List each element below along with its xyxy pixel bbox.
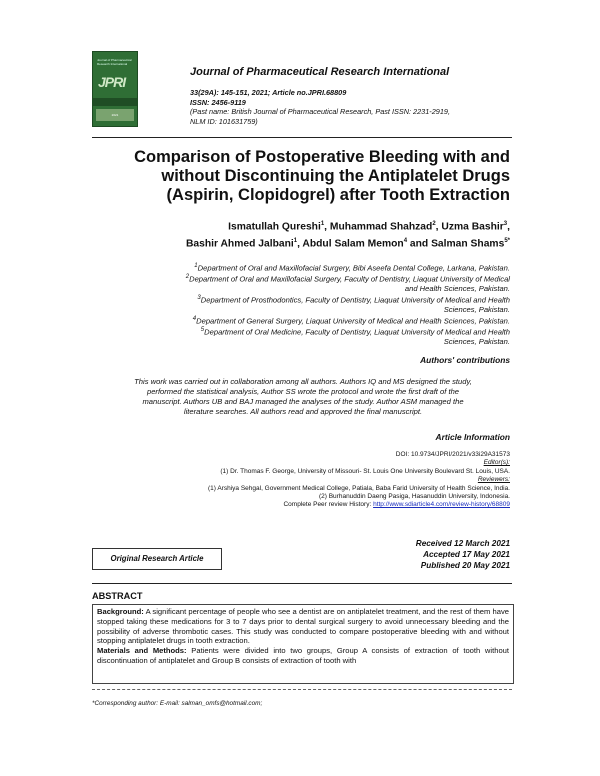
abstract-divider xyxy=(92,583,512,584)
affiliation-line: $^3$Department of Prosthodontics, Faculty of Dentistry, Liaquat University of Medical and Health xyxy=(197,294,510,305)
reviewer-entry: (2) Burhanuddin Daeng Pasiga, Hasanuddin University, Indonesia. xyxy=(318,493,510,501)
doi: DOI: 10.9734/JPRI/2021/v33i29A31573 xyxy=(395,451,510,458)
author-affil-mark: 1 xyxy=(293,238,298,245)
reviewer-entry: (1) Arshiya Sehgal, Government Medical College, Patiala, Baba Farid University of Health Science, India. xyxy=(207,484,510,492)
affiliation-line: Sciences, Pakistan. xyxy=(443,304,510,314)
author-name: Salman Shams xyxy=(431,238,505,250)
author-name: Bashir Ahmed Jalbani xyxy=(185,238,294,250)
author-affil-mark: 3 xyxy=(503,221,508,227)
author-affil-mark: 1 xyxy=(320,221,325,227)
affiliation-line: $^1$Department of Oral and Maxillofacial Surgery, Bibi Aseefa Dental College, Larkana, Pakistan. xyxy=(194,263,510,273)
affiliations xyxy=(100,262,510,346)
nlm-id: NLM ID: 101631759) xyxy=(190,116,258,126)
background-text: A significant percentage of people who see a dentist are on antiplatelet treatment, and the rest of them have stopped taking these medications for 3 to 7 days prior to dental surgical surgery to avoid unnecessary bleeding and the possibility of adverse thrombotic cases. This study was conducted to compare postoperative bleeding with and without stopping antiplatelet drugs in tooth extraction. xyxy=(97,607,509,646)
article-meta xyxy=(190,88,450,126)
journal-name: Journal of Pharmaceutical Research International xyxy=(190,66,450,78)
editors-label: Editor(s): xyxy=(483,459,510,467)
journal-cover-image xyxy=(92,51,138,127)
cover-band xyxy=(93,98,137,106)
citation: 33(29A): 145-151, 2021; Article no.JPRI.68809 xyxy=(190,88,347,97)
peer-review-history: Complete Peer review History: http://www.sdiarticle4.com/review-history/68809 xyxy=(283,501,510,509)
cover-title: Journal of Pharmaceutical Research International xyxy=(97,58,132,66)
abstract-box xyxy=(92,604,514,684)
article-dates xyxy=(416,538,510,571)
author-list: Ismatullah Qureshi$^1$, Muhammad Shahzad$^2$, Uzma Bashir$^3$, Bashir Ahmed Jalbani$^1$, Abdul Salam Memon$^4$ and Salman Shams$^{5*}$ xyxy=(185,221,510,250)
past-name: (Past name: British Journal of Pharmaceutical Research, Past ISSN: 2231-2919, xyxy=(190,107,450,117)
author-affil-mark: 4 xyxy=(403,238,408,245)
editor-entry: (1) Dr. Thomas F. George, University of Missouri- St. Louis One University Boulevard St. Louis, USA. xyxy=(220,467,510,475)
paper-title xyxy=(90,148,510,205)
contributions-text xyxy=(94,377,512,417)
received-date: Received 12 March 2021 xyxy=(415,539,510,548)
corresponding-author-footnote: *Corresponding author: E-mail: salman_omfs@hotmail.com; xyxy=(92,700,263,707)
author-name: Muhammad Shahzad xyxy=(329,221,433,233)
abstract-heading: ABSTRACT xyxy=(92,591,143,601)
reviewers-label: Reviewers: xyxy=(477,476,510,484)
contrib-line: performed the statistical analysis, Author SS wrote the protocol and wrote the first draft of the xyxy=(146,387,460,396)
contrib-line: manuscript. Authors UB and BAJ managed the analyses of the study. Author ASM managed the xyxy=(142,397,464,406)
footnote-divider xyxy=(92,689,512,690)
contrib-line: This work was carried out in collaboration among all authors. Authors IQ and MS designed the study, xyxy=(134,377,472,386)
title-line: without Discontinuing the Antiplatelet Drugs xyxy=(161,167,510,185)
background-label: Background: xyxy=(97,607,144,616)
title-line: (Aspirin, Clopidogrel) after Tooth Extraction xyxy=(166,186,510,204)
affiliation-line: Sciences, Pakistan. xyxy=(443,336,510,346)
peer-review-link[interactable]: http://www.sdiarticle4.com/review-history/68809 xyxy=(373,501,510,509)
article-info xyxy=(80,451,510,510)
cover-band-lower: 2021 xyxy=(96,109,134,121)
title-line: Comparison of Postoperative Bleeding with and xyxy=(134,148,510,166)
affiliation-line: and Health Sciences, Pakistan. xyxy=(404,284,510,294)
accepted-date: Accepted 17 May 2021 xyxy=(423,550,510,559)
contributions-heading: Authors' contributions xyxy=(420,355,510,365)
article-info-heading: Article Information xyxy=(435,432,510,442)
author-name: Ismatullah Qureshi xyxy=(228,221,321,233)
methods-text: Patients were divided into two groups, Group A consists of extraction of tooth without discontinuation of antiplatelet and Group B consists of extraction of tooth with xyxy=(97,646,509,665)
contrib-line: literature searches. All authors read and approved the final manuscript. xyxy=(183,407,423,416)
affiliation-line: $^5$Department of Oral Medicine, Faculty of Dentistry, Liaquat University of Medical and Health xyxy=(200,326,510,337)
author-affil-mark: 5* xyxy=(504,238,510,245)
affiliation-line: $^4$Department of General Surgery, Liaquat University of Medical and Health Sciences, Pakistan. xyxy=(192,315,510,326)
author-name: Abdul Salam Memon xyxy=(302,238,404,250)
author-name: Uzma Bashir xyxy=(441,221,504,233)
author-affil-mark: 2 xyxy=(432,221,436,227)
published-date: Published 20 May 2021 xyxy=(420,561,510,570)
affiliation-line: $^2$Department of Oral and Maxillofacial Surgery, Faculty of Dentistry, Liaquat University of Medical xyxy=(185,274,510,284)
article-type-box: Original Research Article xyxy=(92,548,222,570)
issn: ISSN: 2456-9119 xyxy=(190,97,246,107)
cover-logo: JPRI xyxy=(98,74,126,90)
methods-label: Materials and Methods: xyxy=(97,646,187,656)
header-divider xyxy=(92,137,512,138)
